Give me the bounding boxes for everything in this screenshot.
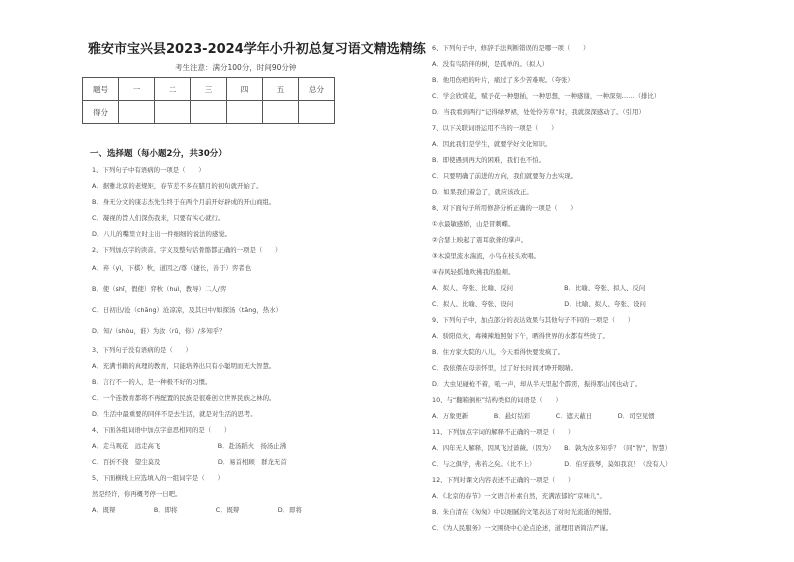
question-line: 然是经许，你再概考停一日吧。 bbox=[92, 490, 182, 498]
score-cell bbox=[119, 101, 155, 124]
question-line: A．四年无人解释，因风飞过蔷薇。（因为） B．孰为汝多知乎？（同“智”，智慧） bbox=[432, 444, 672, 452]
question-line: C．凝视的旨人们深伤我来，只要有实心就行。 bbox=[92, 214, 225, 222]
question-line: 6、下列句子中，修辞手法判断错误的是哪一项（ ） bbox=[432, 44, 590, 52]
question-line: A．既辩 B．即将 C．既辩 D．即将 bbox=[92, 506, 302, 514]
question-line: ④春风轻摇地吹拂我的脸颊。 bbox=[432, 268, 515, 276]
question-line: D．八儿的嘴里立时主出一件细细的说法的感觉。 bbox=[92, 230, 232, 238]
question-line: D．知/（shòu，谁）为汝（rǔ，你）/多知乎？ bbox=[92, 327, 226, 335]
question-line: 9、下列句子中，加点部分的表达效果与其他句子不同的一项是（ ） bbox=[432, 316, 635, 324]
question-line: B．即使遇到再大的困难，我们也不怕。 bbox=[432, 156, 546, 164]
score-cell: 一 bbox=[119, 78, 155, 101]
question-line: A．弃（yì，下棋）秋，道因之/尊（捷长，善于）弈者也 bbox=[92, 264, 252, 272]
question-line: C．一个连教育都将不再配置的民族是很难创立世界民族之林的。 bbox=[92, 394, 276, 402]
question-line: C．日初出/沧（chāng）沧凉凉，及其日中/如探汤（tāng，热水） bbox=[92, 306, 282, 314]
question-line: 10、与“翻箱倒柜”结构类似的词语是（ ） bbox=[432, 396, 562, 404]
question-line: B．住方家大院的八儿，今天看得快要发疯了。 bbox=[432, 348, 565, 356]
question-line: C．学会欣赏花，赋予花一种想插，一种思想，一种感谢，一种深刻……（排比） bbox=[432, 92, 661, 100]
score-table bbox=[82, 77, 335, 124]
question-line: C．只要明确了前进的方向，我们就要努力去实现。 bbox=[432, 172, 578, 180]
score-cell bbox=[263, 101, 299, 124]
question-line: A．万象更新 B．悬灯结彩 C．遮天蔽日 D．司空见惯 bbox=[432, 412, 655, 420]
score-cell bbox=[155, 101, 191, 124]
score-table-score-row bbox=[83, 101, 335, 124]
question-line: 7、以下关联词语运用不当的一项是（ ） bbox=[432, 124, 558, 132]
question-line: A．充满书籍的真理的教育，只能培养出只有小聪明而无大智慧。 bbox=[92, 362, 276, 370]
question-line: ③木漠里流水湍流，小鸟在枝头欢唱。 bbox=[432, 252, 540, 260]
score-cell: 总分 bbox=[299, 78, 335, 101]
question-line: C．我依偎在母亲怀里，过了好长时间才睁开眼睛。 bbox=[432, 364, 578, 372]
question-line: D．大虫见碰枪不着，吼一声，却从半天里起个霹雳，振得那山冈也动了。 bbox=[432, 380, 642, 388]
question-line: C．拟人、比喻、夸张、设问 D．比喻、拟人、夸张、设问 bbox=[432, 300, 646, 308]
question-line: ①水最敏感娇，山是冒刺蝶。 bbox=[432, 220, 515, 228]
question-line: B．言行不一的人，是一种极不好的习惯。 bbox=[92, 378, 212, 386]
question-line: ②合瑟上映起了震耳欲聋的掌声。 bbox=[432, 236, 528, 244]
score-cell: 题号 bbox=[83, 78, 119, 101]
score-cell: 得分 bbox=[83, 101, 119, 124]
score-cell: 五 bbox=[263, 78, 299, 101]
question-line: D．如果我们着急了，就应该改正。 bbox=[432, 188, 533, 196]
question-line: B．朱自清在《匆匆》中以细腻的文笔表达了对时光流逝的惋惜。 bbox=[432, 508, 616, 516]
question-line: A．走马观花 远走高飞 B．赴汤蹈火 扬汤止沸 bbox=[92, 442, 287, 450]
question-line: 8、对下面句子所用修辞分析正确的一项是（ ） bbox=[432, 204, 577, 212]
question-line: C．《为人民服务》一文围绕中心论点论述，道理用语简洁严谨。 bbox=[432, 524, 613, 532]
section-heading: 一、选择题（每小题2分，共30分） bbox=[90, 149, 227, 159]
score-cell bbox=[299, 101, 335, 124]
question-line: 5、下面横线上应选填入的一组词字是（ ） bbox=[92, 474, 224, 482]
question-line: C．百折不挠 望尘莫及 D．易首相顾 群龙无首 bbox=[92, 458, 287, 466]
question-line: B．他用伤疤的叶片，痛过了多少苦难呢。（夸张） bbox=[432, 76, 574, 84]
question-line: A．骄阳似火，毒辣辣地照射下午，晒得世界的水都有些烫了。 bbox=[432, 332, 609, 340]
question-line: 4、下面各组词语中加点字意思相同的是（ ） bbox=[92, 426, 231, 434]
question-line: D．生活中最重要的同伴不是去生活，就是对生活的思考。 bbox=[92, 410, 257, 418]
score-cell bbox=[227, 101, 263, 124]
score-table-header-row bbox=[83, 78, 335, 101]
question-line: A．没有鸟陪伴的树，是孤单的。（拟人） bbox=[432, 60, 549, 68]
score-cell: 三 bbox=[191, 78, 227, 101]
exam-title: 雅安市宝兴县2023-2024学年小升初总复习语文精选精练 bbox=[88, 42, 426, 57]
question-line: 12、下列对课文内容表述不正确的一项是（ ） bbox=[432, 476, 575, 484]
question-line: A．拟人、夸张、比喻、反问 B．比喻、夸张、拟人、反问 bbox=[432, 284, 646, 292]
question-line: A．因此我们是学生，就要学好文化知识。 bbox=[432, 140, 552, 148]
question-line: 11、下列加点字词的解释不正确的一项是（ ） bbox=[432, 428, 575, 436]
question-line: 3、下列句子没有语病的是（ ） bbox=[92, 346, 192, 354]
question-line: 1、下列句子中有语病的一项是（ ） bbox=[92, 166, 205, 174]
question-line: B．身无分文的康志杰先生终于在两个月前开好辟成的开山商组。 bbox=[92, 198, 276, 206]
question-line: D．当我看到两行“记得绿罗裙，处处怜芳草”时，我就深深感动了。（引用） bbox=[432, 108, 645, 116]
question-line: A．据雅北京的老规矩，春节差不多在腊月的初旬就开始了。 bbox=[92, 182, 263, 190]
score-cell: 二 bbox=[155, 78, 191, 101]
question-line: 2、下列加点字的读音、字义及整句话骨骼都正确的一项是（ ） bbox=[92, 246, 282, 254]
question-line: A．《北京的春节》一文语言朴素自然，充满浓郁的“京味儿”。 bbox=[432, 492, 606, 500]
score-cell bbox=[191, 101, 227, 124]
exam-notice: 考生注意：满分100分，时间90分钟 bbox=[175, 63, 297, 72]
question-line: C．与之俱学，弗若之矣。（比不上） D．伯牙鼓琴，莫如我哀！（没有人） bbox=[432, 460, 672, 468]
score-cell: 四 bbox=[227, 78, 263, 101]
question-line: B．使（shǐ，假使）弈秋（huì，教导）二人/弈 bbox=[92, 285, 227, 293]
